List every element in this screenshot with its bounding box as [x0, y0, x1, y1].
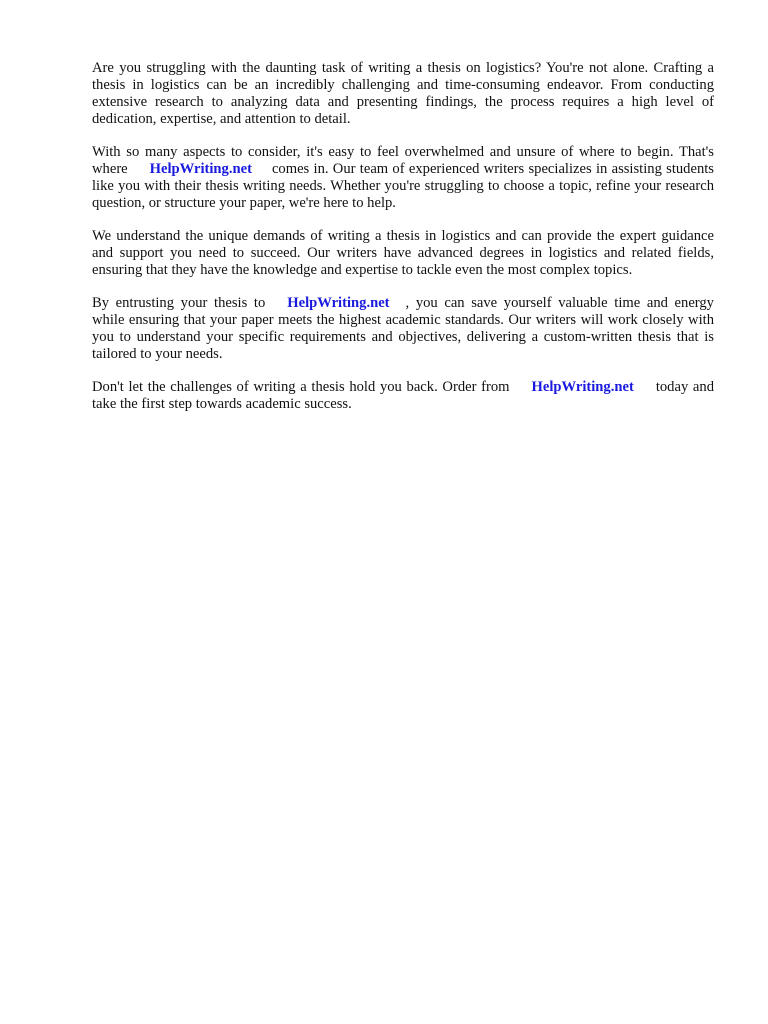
paragraph-text-before-link: With so many aspects to consider, it's easy to feel overwhelmed and unsure of where to begin. That's where [92, 144, 714, 177]
paragraph-text-after-link: comes in. Our team of experienced writers specializes in assisting students like you with their thesis writing needs. Whether you're struggling to choose a topic, refine your research question, or structure your paper, we're here to help. [92, 161, 714, 211]
paragraph-text-after-link: today and take the first step towards academic success. [92, 379, 714, 412]
paragraph-helpwriting-intro [92, 144, 714, 212]
paragraph-text-after-link: , you can save yourself valuable time and energy while ensuring that your paper meets the highest academic standards. Our writers will work closely with you to understand your specific requirements and objectives, delivering a custom-written thesis that is tailored to your needs. [92, 295, 714, 362]
paragraph-text-before-link: Don't let the challenges of writing a thesis hold you back. Order from [92, 379, 510, 395]
paragraph-expertise [92, 228, 714, 279]
paragraph-call-to-action [92, 379, 714, 413]
paragraph-expertise-text: We understand the unique demands of writing a thesis in logistics and can provide the expert guidance and support you need to succeed. Our writers have advanced degrees in logistics and related fields, ensuring that they have the knowledge and expertise to tackle even the most complex topics. [92, 228, 714, 278]
paragraph-text-before-link: By entrusting your thesis to [92, 295, 266, 311]
paragraph-intro-text: Are you struggling with the daunting task of writing a thesis on logistics? You're not alone. Crafting a thesis in logistics can be an incredibly challenging and time-consuming endeavor. From conducting extensive research to analyzing data and presenting findings, the process requires a high level of dedication, expertise, and attention to detail. [92, 60, 714, 127]
document-body [92, 60, 714, 429]
helpwriting-link[interactable]: HelpWriting.net [149, 161, 252, 177]
helpwriting-link[interactable]: HelpWriting.net [287, 295, 390, 311]
paragraph-intro [92, 60, 714, 128]
helpwriting-link[interactable]: HelpWriting.net [531, 379, 634, 395]
paragraph-entrust [92, 295, 714, 363]
